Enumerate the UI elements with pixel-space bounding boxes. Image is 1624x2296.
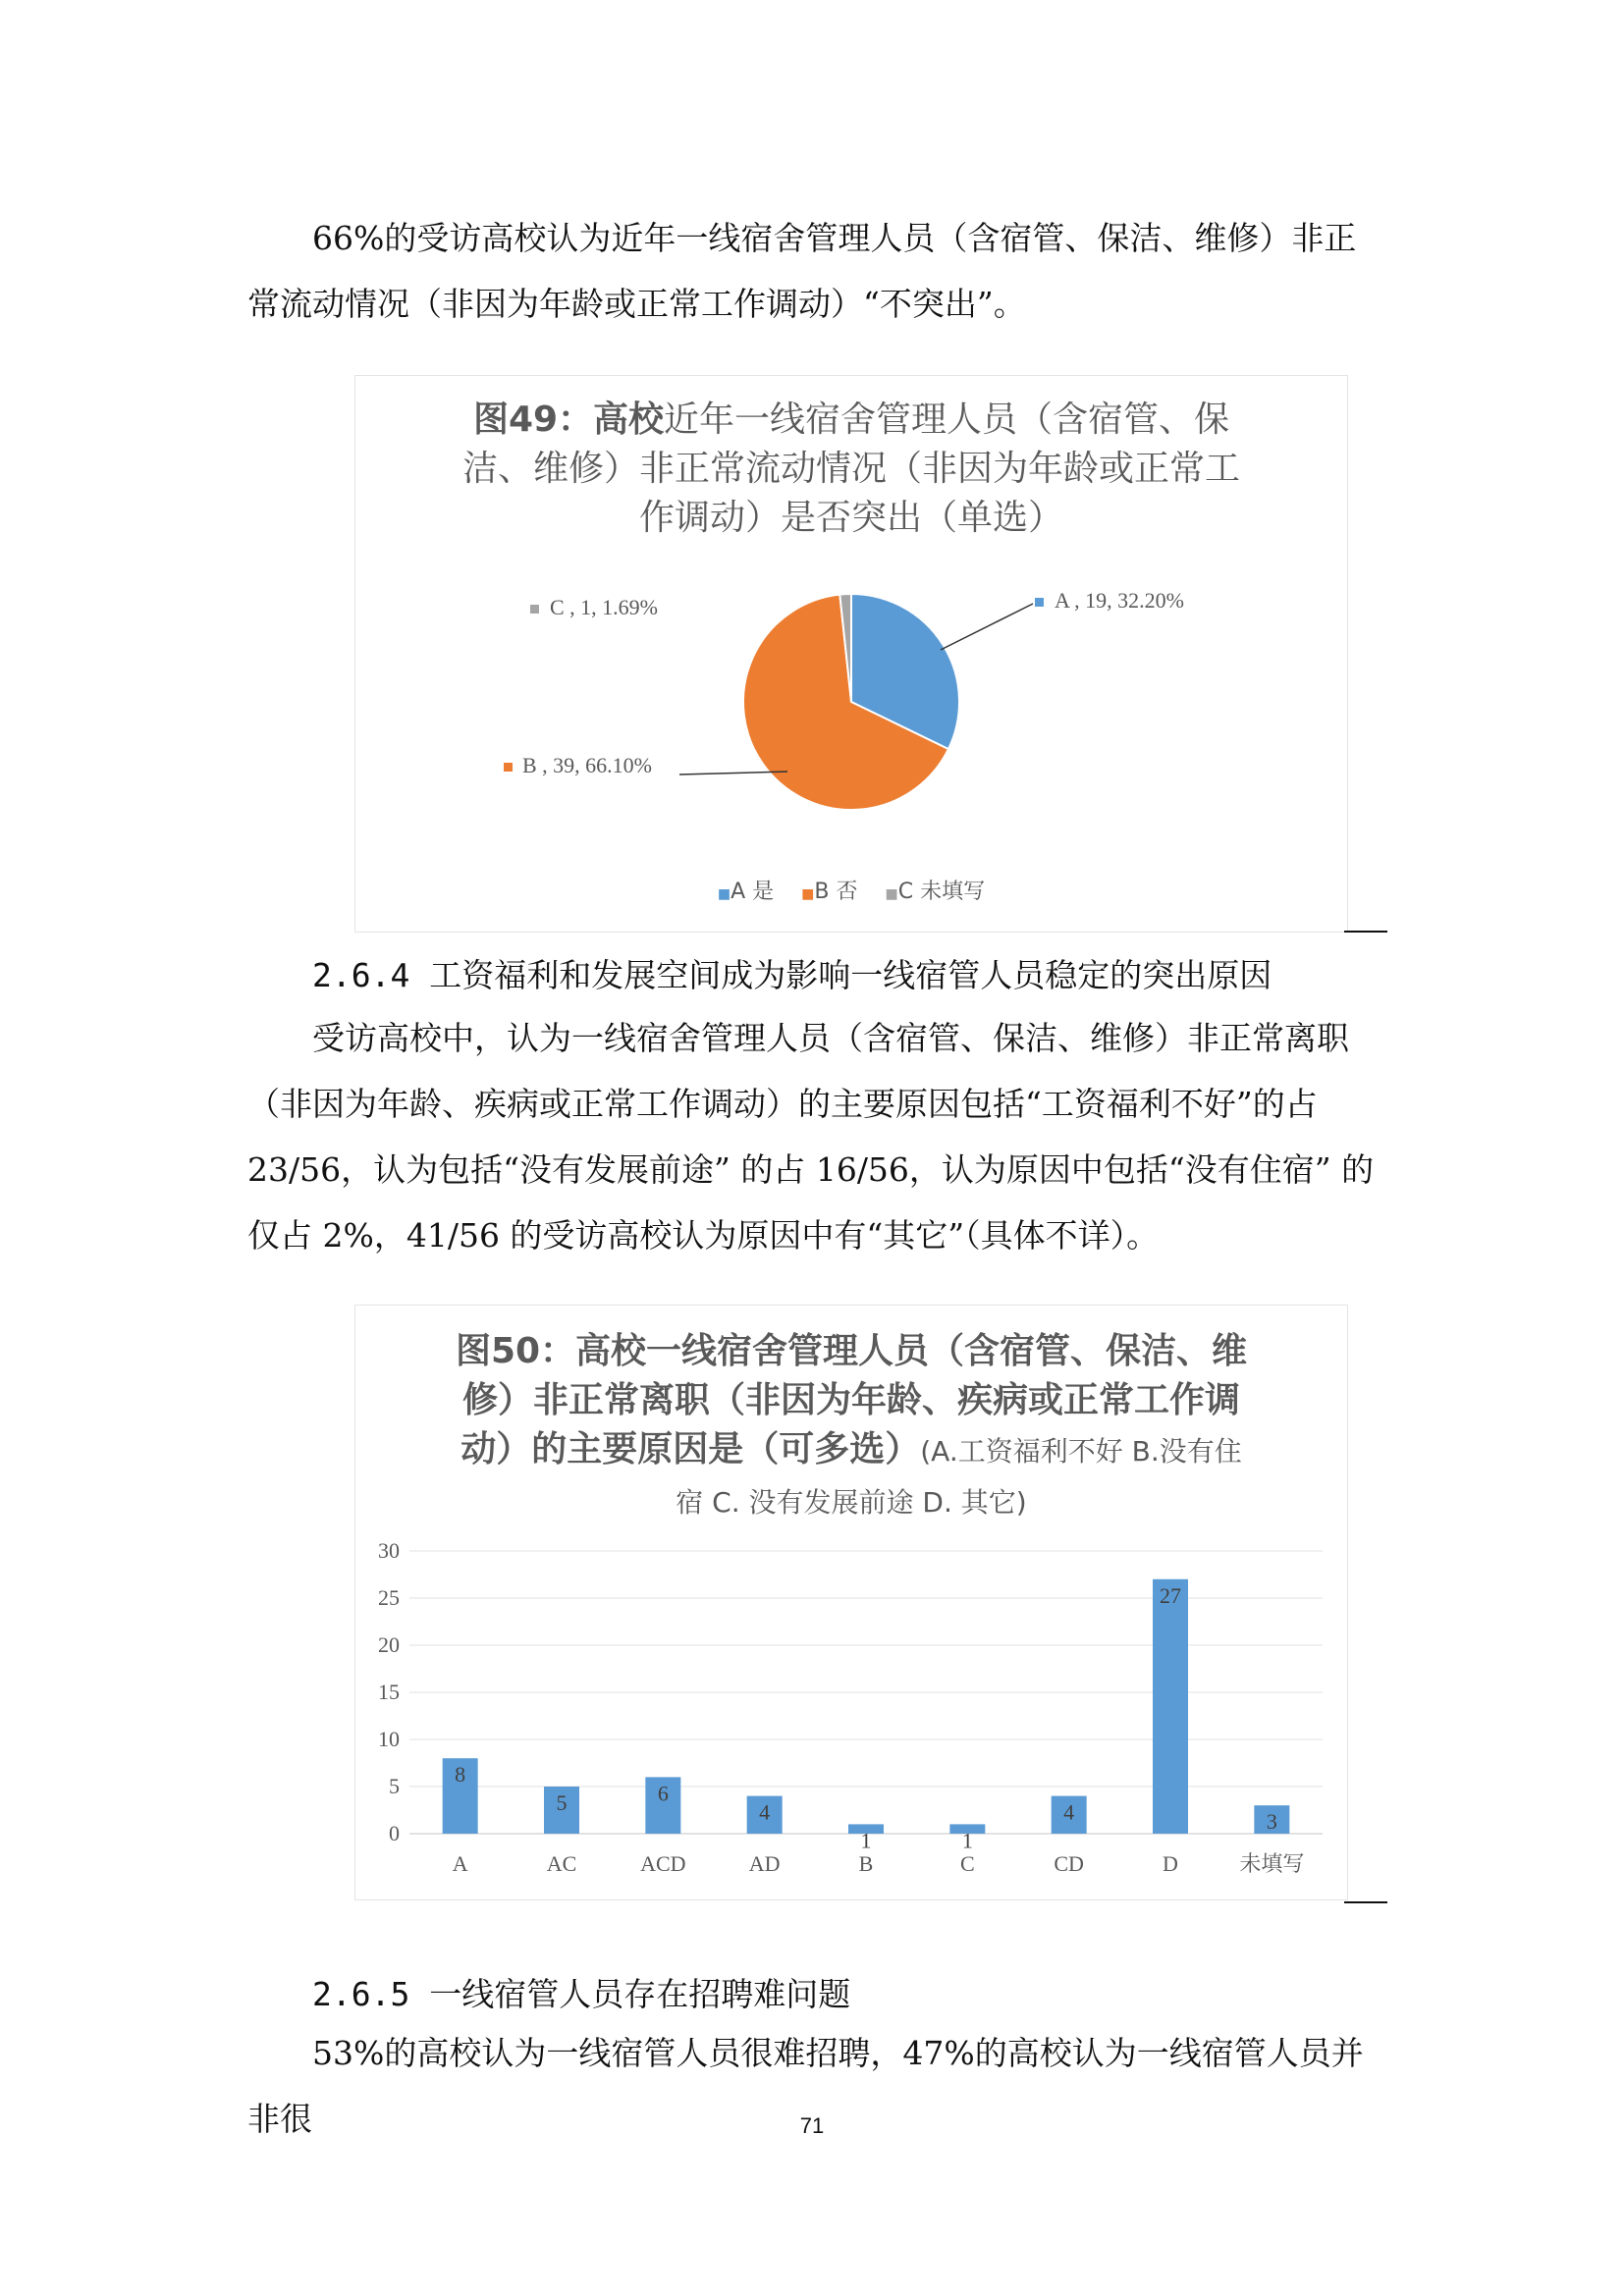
bar-value-label: 8 [455, 1762, 466, 1788]
bar-value-label: 1 [961, 1828, 973, 1853]
figure-50-rule [1344, 1901, 1387, 1903]
y-tick-label: 25 [378, 1585, 400, 1610]
figure-50-title-main: 图50：高校一线宿舍管理人员（含宿管、保洁、维修）非正常离职（非因为年龄、疾病或正常工作调动）的主要原因是（可多选） [455, 1331, 1248, 1469]
section-2-6-4-heading: 2.6.4 工资福利和发展空间成为影响一线宿管人员稳定的突出原因 [312, 956, 1272, 994]
legend-item-c: ■C 未填写 [885, 880, 986, 904]
y-tick-label: 0 [389, 1821, 400, 1845]
bar-plot [355, 1306, 1347, 1899]
figure-50-bar-chart [354, 1305, 1348, 1900]
x-tick-label: ACD [640, 1851, 686, 1876]
figure-49-pie-chart [354, 375, 1348, 933]
x-tick-label: AC [546, 1851, 577, 1876]
x-tick-label: B [858, 1851, 874, 1876]
x-tick-label: C [959, 1851, 975, 1876]
bar-value-label: 27 [1160, 1582, 1181, 1608]
bar-value-label: 1 [860, 1828, 872, 1853]
section-2-6-5-heading: 2.6.5 一线宿管人员存在招聘难问题 [312, 1975, 851, 2013]
y-tick-label: 20 [378, 1632, 400, 1657]
pie-label-b: B , 39, 66.10% [522, 753, 652, 777]
bar-value-label: 5 [556, 1790, 568, 1815]
legend-item-b: ■B 否 [801, 880, 858, 904]
y-tick-label: 15 [378, 1680, 400, 1704]
bar-value-label: 4 [759, 1799, 771, 1825]
bar-value-label: 3 [1266, 1809, 1277, 1835]
x-tick-label: CD [1054, 1851, 1084, 1876]
section-2-6-4-paragraph: 受访高校中，认为一线宿舍管理人员（含宿管、保洁、维修）非正常离职（非因为年龄、疾病或正常工作调动）的主要原因包括“工资福利不好”的占 23/56，认为包括“没有发展前途” 的占 16/56，认为原因中包括“没有住宿” 的仅占 2%，41/56 的受访高校认为原因中有“其它”（具体不详）。 [247, 1019, 1375, 1255]
x-tick-label: A [452, 1851, 468, 1876]
figure-49-title-rest: 近年一线宿舍管理人员（含宿管、保洁、维修）非正常流动情况（非因为年龄或正常工作调动）是否突出（单选） [461, 400, 1240, 538]
pie-plot [355, 376, 1347, 932]
pie-label-a: A , 19, 32.20% [1055, 588, 1184, 613]
page-number: 71 [799, 2113, 825, 2138]
figure-50-title-note: (A.工资福利不好 B.没有住宿 C. 没有发展前途 D. 其它) [676, 1435, 1242, 1519]
figure-49-title-bold: 图49：高校 [472, 400, 665, 440]
pie-legend [355, 875, 1347, 905]
x-tick-label: 未填写 [1239, 1851, 1305, 1876]
legend-item-a: ■A 是 [717, 880, 775, 904]
intro-paragraph: 66%的受访高校认为近年一线宿舍管理人员（含宿管、保洁、维修）非正常流动情况（非因为年龄或正常工作调动）“不突出”。 [247, 219, 1357, 323]
bar-D [1153, 1579, 1188, 1834]
x-tick-label: D [1163, 1851, 1178, 1876]
y-tick-label: 5 [389, 1774, 400, 1798]
pie-label-c: C , 1, 1.69% [550, 595, 658, 619]
x-tick-label: AD [748, 1851, 781, 1876]
bar-value-label: 4 [1063, 1799, 1075, 1825]
bar-value-label: 6 [657, 1781, 669, 1806]
y-tick-label: 30 [378, 1538, 400, 1563]
y-tick-label: 10 [378, 1727, 400, 1751]
section-2-6-5-paragraph: 53%的高校认为一线宿管人员很难招聘，47%的高校认为一线宿管人员并非很 [247, 2034, 1364, 2138]
figure-49-rule [1344, 931, 1387, 933]
